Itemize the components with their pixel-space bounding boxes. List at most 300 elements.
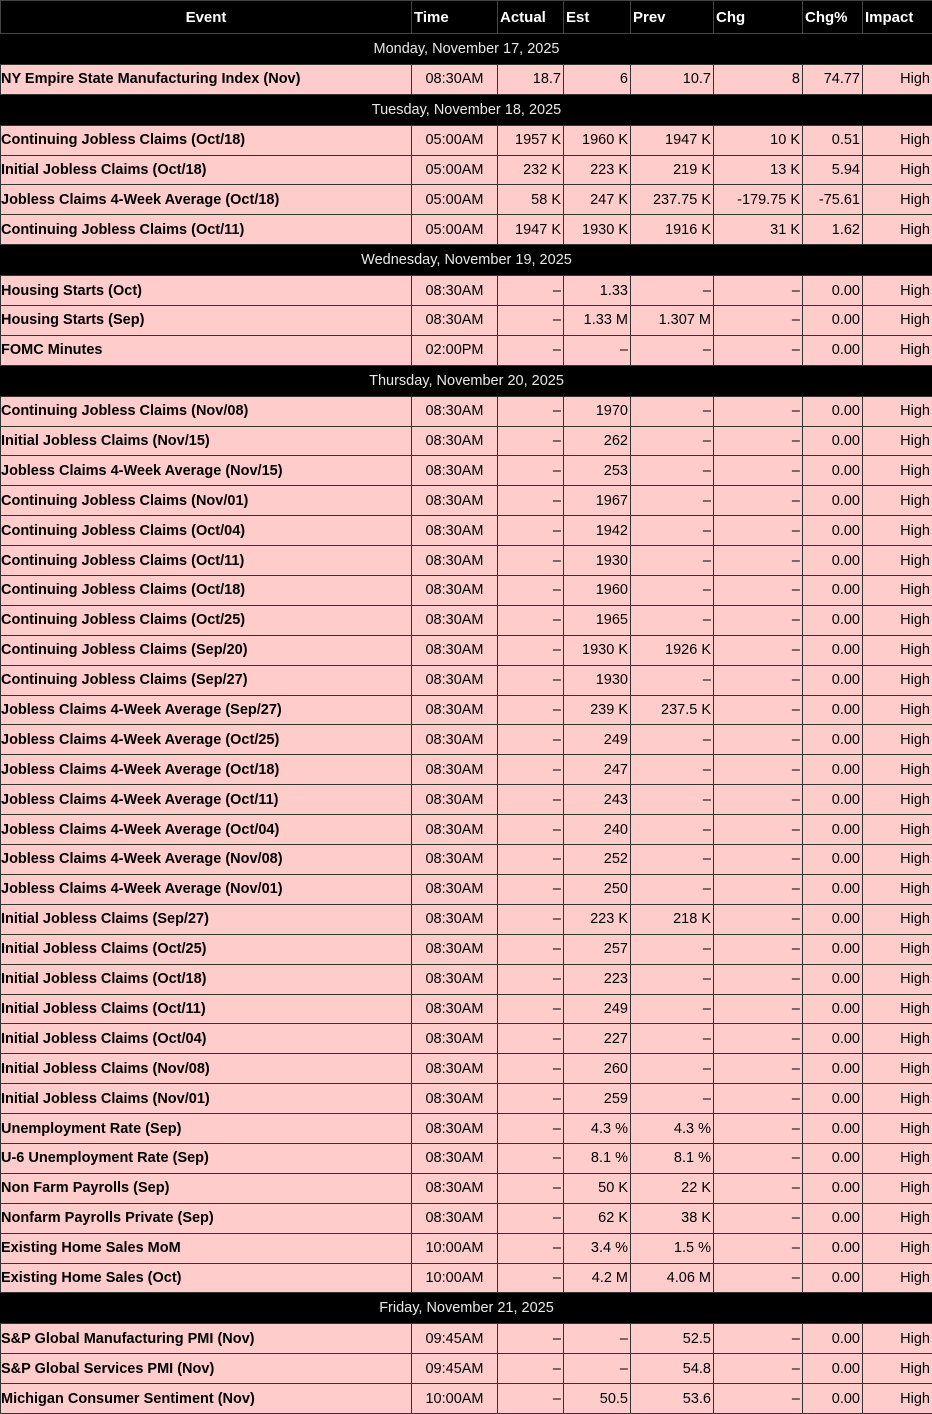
impact-cell: High [863, 1054, 932, 1084]
event-cell: Jobless Claims 4-Week Average (Nov/01) [1, 874, 412, 904]
prev-cell: – [631, 276, 714, 306]
est-cell: 223 K [564, 155, 631, 185]
time-cell: 05:00AM [412, 125, 498, 155]
est-cell: 243 [564, 785, 631, 815]
header-impact[interactable]: Impact [863, 1, 932, 34]
impact-cell: High [863, 1324, 932, 1354]
impact-cell: High [863, 335, 932, 365]
chg-cell: – [714, 396, 803, 426]
prev-cell: 218 K [631, 904, 714, 934]
event-cell: Continuing Jobless Claims (Oct/11) [1, 215, 412, 245]
table-row[interactable] [1, 64, 932, 94]
chg-percent-cell: 0.00 [803, 426, 863, 456]
table-row[interactable] [1, 874, 932, 904]
date-heading: Tuesday, November 18, 2025 [1, 94, 932, 125]
impact-cell: High [863, 1084, 932, 1114]
time-cell: 08:30AM [412, 605, 498, 635]
time-cell: 08:30AM [412, 904, 498, 934]
chg-cell: – [714, 546, 803, 576]
time-cell: 08:30AM [412, 276, 498, 306]
date-row [1, 34, 932, 65]
chg-percent-cell: 0.00 [803, 1324, 863, 1354]
time-cell: 08:30AM [412, 486, 498, 516]
table-header [1, 1, 932, 34]
impact-cell: High [863, 486, 932, 516]
time-cell: 08:30AM [412, 785, 498, 815]
header-time[interactable]: Time [412, 1, 498, 34]
est-cell: 249 [564, 994, 631, 1024]
prev-cell: – [631, 516, 714, 546]
event-cell: Initial Jobless Claims (Sep/27) [1, 904, 412, 934]
chg-percent-cell: 0.00 [803, 396, 863, 426]
event-cell: S&P Global Services PMI (Nov) [1, 1354, 412, 1384]
est-cell: 249 [564, 725, 631, 755]
event-cell: Initial Jobless Claims (Nov/01) [1, 1084, 412, 1114]
table-row[interactable] [1, 215, 932, 245]
time-cell: 05:00AM [412, 155, 498, 185]
impact-cell: High [863, 546, 932, 576]
table-row[interactable] [1, 396, 932, 426]
time-cell: 08:30AM [412, 934, 498, 964]
prev-cell: 1947 K [631, 125, 714, 155]
chg-percent-cell: 0.00 [803, 845, 863, 875]
prev-cell: 1926 K [631, 635, 714, 665]
prev-cell: – [631, 1054, 714, 1084]
impact-cell: High [863, 665, 932, 695]
est-cell: 4.3 % [564, 1114, 631, 1144]
chg-percent-cell: 0.00 [803, 1114, 863, 1144]
impact-cell: High [863, 845, 932, 875]
table-row[interactable] [1, 456, 932, 486]
table-row[interactable] [1, 635, 932, 665]
time-cell: 08:30AM [412, 1114, 498, 1144]
table-row[interactable] [1, 185, 932, 215]
time-cell: 05:00AM [412, 215, 498, 245]
prev-cell: – [631, 1024, 714, 1054]
chg-cell: – [714, 815, 803, 845]
table-row[interactable] [1, 306, 932, 336]
event-cell: Initial Jobless Claims (Oct/18) [1, 155, 412, 185]
header-actual[interactable]: Actual [498, 1, 564, 34]
chg-percent-cell: 0.00 [803, 785, 863, 815]
table-row[interactable] [1, 695, 932, 725]
table-row[interactable] [1, 845, 932, 875]
chg-cell: – [714, 426, 803, 456]
est-cell: 1930 K [564, 635, 631, 665]
prev-cell: – [631, 934, 714, 964]
actual-cell: 1947 K [498, 215, 564, 245]
event-cell: Jobless Claims 4-Week Average (Oct/25) [1, 725, 412, 755]
chg-percent-cell: 0.00 [803, 755, 863, 785]
impact-cell: High [863, 396, 932, 426]
event-cell: Continuing Jobless Claims (Sep/20) [1, 635, 412, 665]
chg-cell: – [714, 665, 803, 695]
prev-cell: 8.1 % [631, 1143, 714, 1173]
table-row[interactable] [1, 964, 932, 994]
impact-cell: High [863, 1354, 932, 1384]
time-cell: 02:00PM [412, 335, 498, 365]
chg-cell: – [714, 964, 803, 994]
table-row[interactable] [1, 125, 932, 155]
prev-cell: – [631, 576, 714, 606]
chg-cell: – [714, 576, 803, 606]
chg-cell: – [714, 1233, 803, 1263]
chg-percent-cell: 0.00 [803, 1233, 863, 1263]
table-row[interactable] [1, 335, 932, 365]
est-cell: – [564, 1324, 631, 1354]
impact-cell: High [863, 994, 932, 1024]
impact-cell: High [863, 1114, 932, 1144]
table-row[interactable] [1, 1143, 932, 1173]
est-cell: 1967 [564, 486, 631, 516]
chg-percent-cell: 0.00 [803, 1354, 863, 1384]
header-prev[interactable]: Prev [631, 1, 714, 34]
prev-cell: – [631, 725, 714, 755]
prev-cell: – [631, 546, 714, 576]
actual-cell: – [498, 1384, 564, 1414]
impact-cell: High [863, 1233, 932, 1263]
time-cell: 08:30AM [412, 725, 498, 755]
impact-cell: High [863, 456, 932, 486]
impact-cell: High [863, 755, 932, 785]
impact-cell: High [863, 1263, 932, 1293]
prev-cell: – [631, 335, 714, 365]
date-heading: Thursday, November 20, 2025 [1, 365, 932, 396]
event-cell: Continuing Jobless Claims (Nov/08) [1, 396, 412, 426]
time-cell: 08:30AM [412, 576, 498, 606]
table-row[interactable] [1, 1324, 932, 1354]
table-row[interactable] [1, 755, 932, 785]
chg-percent-cell: -75.61 [803, 185, 863, 215]
table-row[interactable] [1, 1354, 932, 1384]
table-row[interactable] [1, 276, 932, 306]
prev-cell: 237.75 K [631, 185, 714, 215]
est-cell: 1930 [564, 546, 631, 576]
impact-cell: High [863, 1024, 932, 1054]
actual-cell: – [498, 1324, 564, 1354]
chg-percent-cell: 74.77 [803, 64, 863, 94]
chg-cell: -179.75 K [714, 185, 803, 215]
time-cell: 09:45AM [412, 1324, 498, 1354]
chg-cell: – [714, 456, 803, 486]
est-cell: 252 [564, 845, 631, 875]
prev-cell: 1916 K [631, 215, 714, 245]
prev-cell: – [631, 456, 714, 486]
impact-cell: High [863, 904, 932, 934]
prev-cell: 1.5 % [631, 1233, 714, 1263]
chg-cell: 31 K [714, 215, 803, 245]
impact-cell: High [863, 725, 932, 755]
event-cell: Continuing Jobless Claims (Oct/18) [1, 125, 412, 155]
actual-cell: – [498, 546, 564, 576]
table-row[interactable] [1, 1263, 932, 1293]
impact-cell: High [863, 516, 932, 546]
event-cell: Continuing Jobless Claims (Oct/18) [1, 576, 412, 606]
actual-cell: – [498, 785, 564, 815]
header-chg-percent[interactable]: Chg% [803, 1, 863, 34]
event-cell: Jobless Claims 4-Week Average (Oct/18) [1, 755, 412, 785]
chg-cell: – [714, 1324, 803, 1354]
impact-cell: High [863, 1173, 932, 1203]
prev-cell: 38 K [631, 1203, 714, 1233]
actual-cell: 1957 K [498, 125, 564, 155]
actual-cell: – [498, 1024, 564, 1054]
est-cell: 262 [564, 426, 631, 456]
impact-cell: High [863, 874, 932, 904]
est-cell: 223 K [564, 904, 631, 934]
table-row[interactable] [1, 1203, 932, 1233]
time-cell: 08:30AM [412, 1054, 498, 1084]
prev-cell: – [631, 426, 714, 456]
table-body [1, 34, 932, 1414]
est-cell: – [564, 1354, 631, 1384]
actual-cell: – [498, 815, 564, 845]
table-row[interactable] [1, 665, 932, 695]
chg-cell: – [714, 1054, 803, 1084]
time-cell: 08:30AM [412, 1203, 498, 1233]
chg-cell: – [714, 755, 803, 785]
event-cell: Jobless Claims 4-Week Average (Oct/04) [1, 815, 412, 845]
est-cell: 6 [564, 64, 631, 94]
chg-cell: – [714, 1084, 803, 1114]
chg-percent-cell: 1.62 [803, 215, 863, 245]
table-row[interactable] [1, 516, 932, 546]
table-row[interactable] [1, 994, 932, 1024]
chg-cell: 13 K [714, 155, 803, 185]
impact-cell: High [863, 964, 932, 994]
event-cell: Jobless Claims 4-Week Average (Nov/08) [1, 845, 412, 875]
impact-cell: High [863, 815, 932, 845]
table-row[interactable] [1, 605, 932, 635]
table-row[interactable] [1, 155, 932, 185]
table-row[interactable] [1, 426, 932, 456]
table-row[interactable] [1, 1114, 932, 1144]
impact-cell: High [863, 635, 932, 665]
prev-cell: – [631, 785, 714, 815]
est-cell: 239 K [564, 695, 631, 725]
prev-cell: 1.307 M [631, 306, 714, 336]
event-cell: Continuing Jobless Claims (Sep/27) [1, 665, 412, 695]
event-cell: Continuing Jobless Claims (Oct/25) [1, 605, 412, 635]
est-cell: 1930 K [564, 215, 631, 245]
time-cell: 08:30AM [412, 456, 498, 486]
time-cell: 08:30AM [412, 306, 498, 336]
table-row[interactable] [1, 1173, 932, 1203]
est-cell: 247 [564, 755, 631, 785]
event-cell: U-6 Unemployment Rate (Sep) [1, 1143, 412, 1173]
chg-percent-cell: 0.00 [803, 725, 863, 755]
chg-cell: – [714, 276, 803, 306]
impact-cell: High [863, 64, 932, 94]
impact-cell: High [863, 934, 932, 964]
table-row[interactable] [1, 486, 932, 516]
event-cell: Existing Home Sales MoM [1, 1233, 412, 1263]
chg-percent-cell: 0.00 [803, 516, 863, 546]
actual-cell: – [498, 335, 564, 365]
date-row [1, 245, 932, 276]
chg-percent-cell: 5.94 [803, 155, 863, 185]
prev-cell: – [631, 845, 714, 875]
actual-cell: – [498, 964, 564, 994]
chg-percent-cell: 0.00 [803, 1173, 863, 1203]
chg-percent-cell: 0.00 [803, 306, 863, 336]
prev-cell: 4.3 % [631, 1114, 714, 1144]
chg-percent-cell: 0.00 [803, 874, 863, 904]
time-cell: 08:30AM [412, 1024, 498, 1054]
event-cell: Initial Jobless Claims (Nov/15) [1, 426, 412, 456]
time-cell: 10:00AM [412, 1384, 498, 1414]
event-cell: Michigan Consumer Sentiment (Nov) [1, 1384, 412, 1414]
est-cell: 1.33 M [564, 306, 631, 336]
table-row[interactable] [1, 785, 932, 815]
event-cell: Nonfarm Payrolls Private (Sep) [1, 1203, 412, 1233]
chg-cell: – [714, 1203, 803, 1233]
time-cell: 08:30AM [412, 994, 498, 1024]
est-cell: 8.1 % [564, 1143, 631, 1173]
prev-cell: 4.06 M [631, 1263, 714, 1293]
time-cell: 08:30AM [412, 1143, 498, 1173]
chg-percent-cell: 0.00 [803, 1203, 863, 1233]
event-cell: FOMC Minutes [1, 335, 412, 365]
prev-cell: – [631, 755, 714, 785]
est-cell: 253 [564, 456, 631, 486]
est-cell: 1970 [564, 396, 631, 426]
chg-cell: – [714, 725, 803, 755]
event-cell: Jobless Claims 4-Week Average (Sep/27) [1, 695, 412, 725]
actual-cell: – [498, 276, 564, 306]
table-row[interactable] [1, 815, 932, 845]
table-row[interactable] [1, 1233, 932, 1263]
est-cell: – [564, 335, 631, 365]
actual-cell: – [498, 1054, 564, 1084]
chg-cell: – [714, 635, 803, 665]
table-row[interactable] [1, 1024, 932, 1054]
event-cell: S&P Global Manufacturing PMI (Nov) [1, 1324, 412, 1354]
actual-cell: – [498, 516, 564, 546]
actual-cell: – [498, 1203, 564, 1233]
chg-cell: – [714, 904, 803, 934]
chg-cell: – [714, 994, 803, 1024]
impact-cell: High [863, 215, 932, 245]
chg-percent-cell: 0.00 [803, 695, 863, 725]
header-est[interactable]: Est [564, 1, 631, 34]
table-row[interactable] [1, 546, 932, 576]
prev-cell: – [631, 874, 714, 904]
time-cell: 08:30AM [412, 516, 498, 546]
impact-cell: High [863, 605, 932, 635]
est-cell: 250 [564, 874, 631, 904]
est-cell: 50.5 [564, 1384, 631, 1414]
event-cell: Jobless Claims 4-Week Average (Nov/15) [1, 456, 412, 486]
event-cell: Continuing Jobless Claims (Oct/04) [1, 516, 412, 546]
est-cell: 1965 [564, 605, 631, 635]
impact-cell: High [863, 1143, 932, 1173]
table-row[interactable] [1, 1384, 932, 1414]
est-cell: 1960 [564, 576, 631, 606]
table-row[interactable] [1, 725, 932, 755]
actual-cell: – [498, 725, 564, 755]
date-heading: Wednesday, November 19, 2025 [1, 245, 932, 276]
chg-cell: – [714, 1263, 803, 1293]
actual-cell: – [498, 1263, 564, 1293]
est-cell: 257 [564, 934, 631, 964]
actual-cell: – [498, 1354, 564, 1384]
time-cell: 08:30AM [412, 845, 498, 875]
event-cell: Continuing Jobless Claims (Nov/01) [1, 486, 412, 516]
chg-percent-cell: 0.00 [803, 1084, 863, 1114]
est-cell: 1960 K [564, 125, 631, 155]
time-cell: 08:30AM [412, 815, 498, 845]
chg-percent-cell: 0.00 [803, 635, 863, 665]
chg-percent-cell: 0.00 [803, 964, 863, 994]
chg-percent-cell: 0.00 [803, 665, 863, 695]
table-row[interactable] [1, 576, 932, 606]
est-cell: 227 [564, 1024, 631, 1054]
impact-cell: High [863, 276, 932, 306]
actual-cell: 18.7 [498, 64, 564, 94]
est-cell: 4.2 M [564, 1263, 631, 1293]
est-cell: 247 K [564, 185, 631, 215]
actual-cell: – [498, 845, 564, 875]
actual-cell: – [498, 1173, 564, 1203]
date-heading: Monday, November 17, 2025 [1, 34, 932, 65]
chg-cell: – [714, 874, 803, 904]
event-cell: Initial Jobless Claims (Oct/11) [1, 994, 412, 1024]
chg-percent-cell: 0.00 [803, 546, 863, 576]
event-cell: Initial Jobless Claims (Oct/04) [1, 1024, 412, 1054]
prev-cell: – [631, 1084, 714, 1114]
prev-cell: – [631, 486, 714, 516]
header-event[interactable]: Event [1, 1, 412, 34]
time-cell: 09:45AM [412, 1354, 498, 1384]
table-row[interactable] [1, 1084, 932, 1114]
time-cell: 10:00AM [412, 1233, 498, 1263]
actual-cell: – [498, 1084, 564, 1114]
actual-cell: – [498, 426, 564, 456]
actual-cell: – [498, 1143, 564, 1173]
event-cell: Initial Jobless Claims (Oct/25) [1, 934, 412, 964]
prev-cell: – [631, 964, 714, 994]
impact-cell: High [863, 1384, 932, 1414]
impact-cell: High [863, 155, 932, 185]
table-row[interactable] [1, 934, 932, 964]
actual-cell: – [498, 306, 564, 336]
est-cell: 240 [564, 815, 631, 845]
chg-cell: – [714, 1143, 803, 1173]
prev-cell: – [631, 815, 714, 845]
impact-cell: High [863, 576, 932, 606]
est-cell: 260 [564, 1054, 631, 1084]
event-cell: Housing Starts (Oct) [1, 276, 412, 306]
actual-cell: – [498, 605, 564, 635]
event-cell: Jobless Claims 4-Week Average (Oct/11) [1, 785, 412, 815]
chg-percent-cell: 0.00 [803, 1384, 863, 1414]
event-cell: Jobless Claims 4-Week Average (Oct/18) [1, 185, 412, 215]
header-chg[interactable]: Chg [714, 1, 803, 34]
time-cell: 08:30AM [412, 1173, 498, 1203]
table-row[interactable] [1, 904, 932, 934]
time-cell: 10:00AM [412, 1263, 498, 1293]
impact-cell: High [863, 306, 932, 336]
chg-cell: – [714, 605, 803, 635]
table-row[interactable] [1, 1054, 932, 1084]
event-cell: Unemployment Rate (Sep) [1, 1114, 412, 1144]
prev-cell: 52.5 [631, 1324, 714, 1354]
impact-cell: High [863, 785, 932, 815]
chg-cell: – [714, 486, 803, 516]
time-cell: 08:30AM [412, 426, 498, 456]
actual-cell: – [498, 1114, 564, 1144]
